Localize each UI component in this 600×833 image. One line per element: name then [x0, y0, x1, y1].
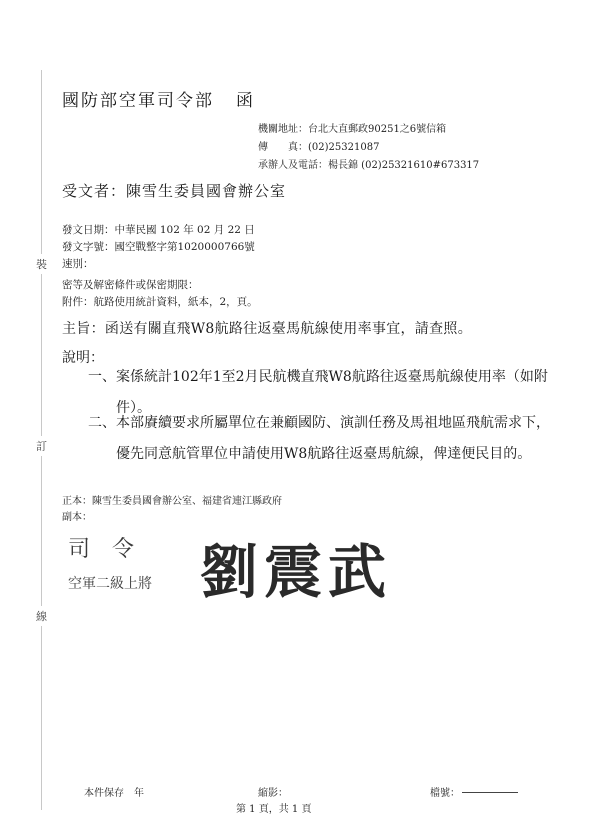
address-line — [258, 120, 446, 135]
seal-signature: 劉震武 — [200, 538, 393, 606]
recipient — [62, 180, 286, 201]
number-label: 發文字號： — [62, 241, 115, 253]
document-title — [62, 86, 255, 111]
contact-line — [258, 156, 479, 171]
contact-value: 楊長錦 (02)25321610#673317 — [328, 160, 480, 171]
binding-mark-xian: 線 — [36, 606, 47, 626]
address-label: 機關地址： — [258, 124, 308, 135]
date-value: 中華民國 102 年 02 月 22 日 — [114, 224, 255, 236]
speed-line — [62, 256, 94, 271]
recipient-label: 受文者： — [62, 182, 127, 200]
attachment-line — [62, 294, 258, 309]
fax-line — [258, 138, 379, 153]
primary-value: 陳雪生委員國會辦公室、福建省連江縣政府 — [92, 496, 282, 507]
explanation-item-2 — [88, 408, 558, 470]
subject-text: 函送有關直飛W8航路往返臺馬航線使用率事宜，請查照。 — [104, 321, 473, 337]
number-line — [62, 239, 255, 254]
binding-mark-ding: 訂 — [36, 436, 47, 456]
item-number: 一、 — [88, 369, 116, 385]
item-text: 案係統計102年1至2月民航機直飛W8航路往返臺馬航線使用率（如附件）。 — [116, 369, 548, 416]
date-line — [62, 222, 255, 237]
number-value: 國空戰整字第1020000766號 — [114, 241, 255, 253]
item-text: 本部賡續要求所屬單位在兼顧國防、演訓任務及馬祖地區飛航需求下，優先同意航管單位申請使用W8航路往返臺馬航線，俾達便民目的。 — [116, 415, 550, 462]
attachment-label: 附件： — [62, 296, 94, 308]
file-label: 檔號： — [430, 788, 460, 799]
retention-period: 本件保存 年 — [84, 788, 144, 799]
fax-label: 傳 真： — [258, 142, 308, 153]
seal-title: 司 令 — [68, 537, 135, 562]
address-value: 台北大直郵政90251之6號信箱 — [308, 124, 447, 135]
item-number: 二、 — [88, 415, 116, 431]
recipient-value: 陳雪生委員國會辦公室 — [126, 182, 287, 200]
contact-label: 承辦人及電話： — [258, 160, 328, 171]
scan-label: 縮影： — [258, 788, 288, 799]
subject — [62, 318, 472, 338]
copy-label: 副本： — [62, 512, 92, 523]
seal-rank: 空軍二級上將 — [68, 576, 152, 592]
security-line — [62, 277, 199, 292]
file-number-blank — [462, 792, 518, 793]
copy-recipients — [62, 508, 92, 523]
doc-type: 函 — [236, 91, 255, 111]
date-label: 發文日期： — [62, 224, 115, 236]
fax-value: (02)25321087 — [308, 142, 380, 153]
speed-label: 速別： — [62, 258, 94, 270]
attachment-value: 航路使用統計資料，紙本，2，頁。 — [93, 296, 258, 308]
security-label: 密等及解密條件或保密期限： — [62, 279, 199, 291]
subject-label: 主旨： — [62, 321, 105, 337]
file-number — [430, 784, 518, 799]
explanation-label: 說明： — [62, 350, 104, 366]
commander-seal — [60, 526, 430, 606]
primary-recipients — [62, 492, 282, 507]
page-number: 第 1 頁，共 1 頁 — [236, 804, 312, 815]
primary-label: 正本： — [62, 496, 92, 507]
org-name: 國防部空軍司令部 — [62, 91, 214, 111]
binding-mark-zhuang: 裝 — [36, 254, 47, 274]
